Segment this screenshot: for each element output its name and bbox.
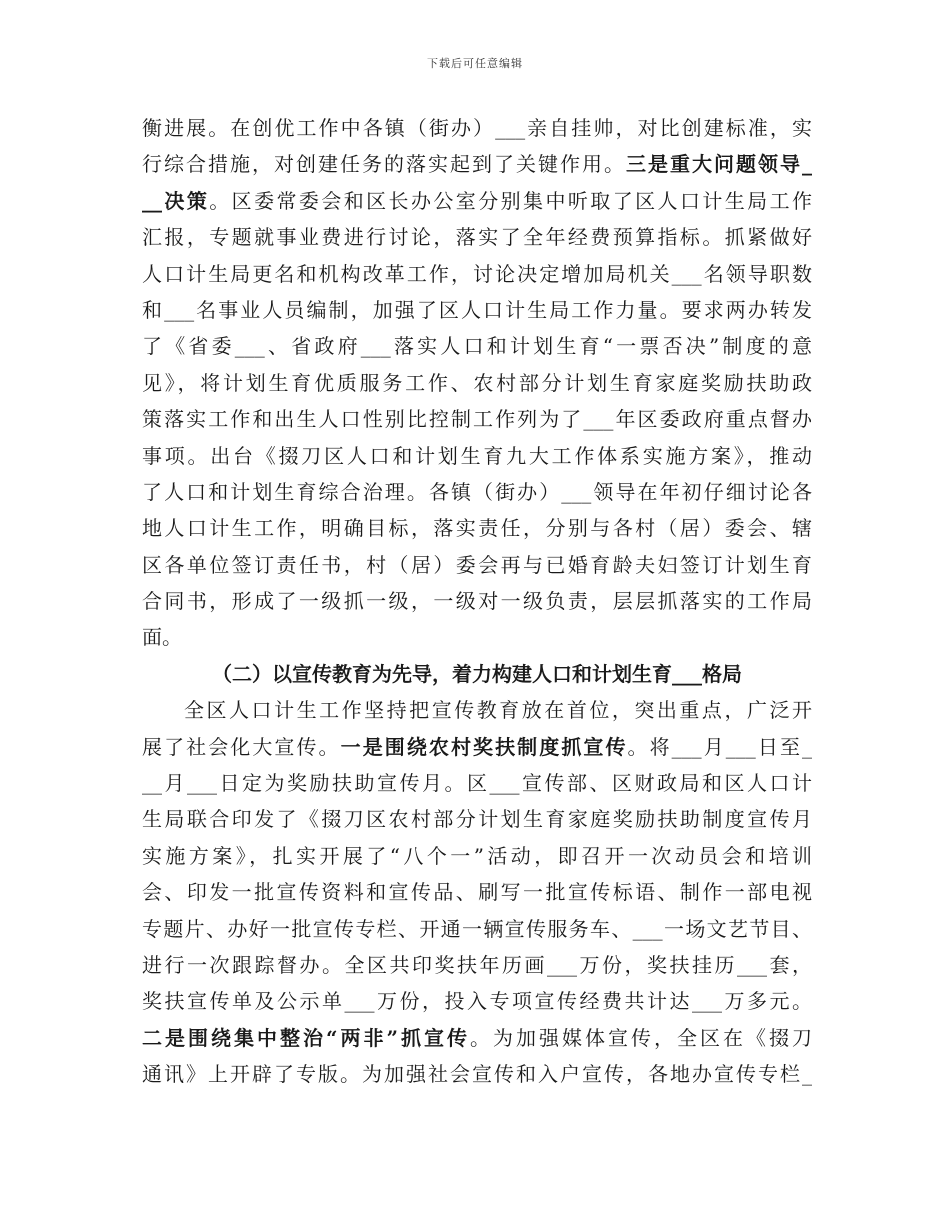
text-line <box>142 838 812 874</box>
text-segment: 面。 <box>142 625 182 650</box>
text-segment: 合同书，形成了一级抓一级，一级对一级负责，层层抓落实的工作局 <box>142 589 812 614</box>
bold-text: __决策 <box>142 188 210 213</box>
bold-text: （二）以宣传教育为先导，着力构建人口和计划生育___格局 <box>212 661 742 686</box>
text-line <box>142 547 812 583</box>
text-segment: 进行一次跟踪督办。全区共印奖扶年历画___万份，奖扶挂历___套， <box>142 952 812 977</box>
bold-text: 三是重大问题领导_ <box>626 152 812 177</box>
text-segment: 。区委常委会和区长办公室分别集中听取了区人口计生局工作 <box>209 188 813 213</box>
text-segment: 地人口计生工作，明确目标，落实责任，分别与各村（居）委会、辖 <box>142 516 812 541</box>
text-line <box>142 729 812 765</box>
text-segment: 会、印发一批宣传资料和宣传品、刷写一批宣传标语、制作一部电视 <box>142 880 812 905</box>
bold-text: 一是围绕农村奖扶制度抓宣传 <box>340 734 628 759</box>
document-body <box>142 110 812 1093</box>
text-line <box>142 983 812 1019</box>
text-line <box>142 401 812 437</box>
text-segment: 策落实工作和出生人口性别比控制工作列为了___年区委政府重点督办 <box>142 407 812 432</box>
text-segment: 了人口和计划生育综合治理。各镇（街办）___领导在年初仔细讨论各 <box>142 479 812 504</box>
text-segment: 通讯》上开辟了专版。为加强社会宣传和入户宣传，各地办宣传专栏_ <box>142 1062 812 1087</box>
text-line <box>142 911 812 947</box>
text-line <box>142 583 812 619</box>
text-line <box>142 328 812 364</box>
text-segment: 事项。出台《掇刀区人口和计划生育九大工作体系实施方案》，推动 <box>142 443 812 468</box>
text-line <box>142 1056 812 1092</box>
text-segment: 衡进展。在创优工作中各镇（街办）___亲自挂帅，对比创建标准，实 <box>142 116 812 140</box>
text-segment: 见》，将计划生育优质服务工作、农村部分计划生育家庭奖励扶助政 <box>142 370 812 395</box>
text-line <box>142 474 812 510</box>
text-line <box>142 619 812 655</box>
text-segment: 区各单位签订责任书，村（居）委会再与已婚育龄夫妇签订计划生育 <box>142 552 812 577</box>
text-line <box>142 510 812 546</box>
text-segment: 人口计生局更名和机构改革工作，讨论决定增加局机关___名领导职数 <box>142 261 812 286</box>
text-line <box>142 292 812 328</box>
text-line <box>142 146 812 182</box>
text-segment: 展了社会化大宣传。 <box>142 734 341 759</box>
text-line <box>142 947 812 983</box>
text-segment: 实施方案》，扎实开展了“八个一”活动，即召开一次动员会和培训 <box>142 843 812 868</box>
text-segment: 全区人口计生工作坚持把宣传教育放在首位，突出重点，广泛开 <box>184 698 812 723</box>
text-segment: 汇报，专题就事业费进行讨论，落实了全年经费预算指标。抓紧做好 <box>142 225 812 250</box>
text-segment: 。为加强媒体宣传，全区在《掇刀 <box>470 1025 812 1050</box>
text-line <box>142 1020 812 1056</box>
text-segment: 了《省委___、省政府___落实人口和计划生育“一票否决”制度的意 <box>142 334 812 359</box>
text-line <box>142 110 812 146</box>
section-heading <box>142 656 812 692</box>
text-segment: 生局联合印发了《掇刀区农村部分计划生育家庭奖励扶助制度宣传月 <box>142 807 812 832</box>
page-header: 下载后可任意编辑 <box>427 57 523 70</box>
text-segment: 。将___月___日至_ <box>627 734 813 759</box>
text-line <box>142 219 812 255</box>
text-segment: 奖扶宣传单及公示单___万份，投入专项宣传经费共计达___万多元。 <box>142 989 812 1014</box>
text-line <box>142 365 812 401</box>
text-line <box>142 765 812 801</box>
text-segment: __月___日定为奖励扶助宣传月。区___宣传部、区财政局和区人口计 <box>142 771 812 796</box>
bold-text: 二是围绕集中整治“两非”抓宣传 <box>142 1025 470 1050</box>
text-segment: 专题片、办好一批宣传专栏、开通一辆宣传服务车、___一场文艺节目、 <box>142 916 812 941</box>
text-segment: 行综合措施，对创建任务的落实起到了关键作用。 <box>142 152 626 177</box>
text-line <box>142 801 812 837</box>
text-line <box>142 874 812 910</box>
text-line <box>142 256 812 292</box>
text-line <box>142 183 812 219</box>
text-line <box>142 438 812 474</box>
text-line <box>142 692 812 728</box>
text-segment: 和___名事业人员编制，加强了区人口计生局工作力量。要求两办转发 <box>142 297 812 322</box>
